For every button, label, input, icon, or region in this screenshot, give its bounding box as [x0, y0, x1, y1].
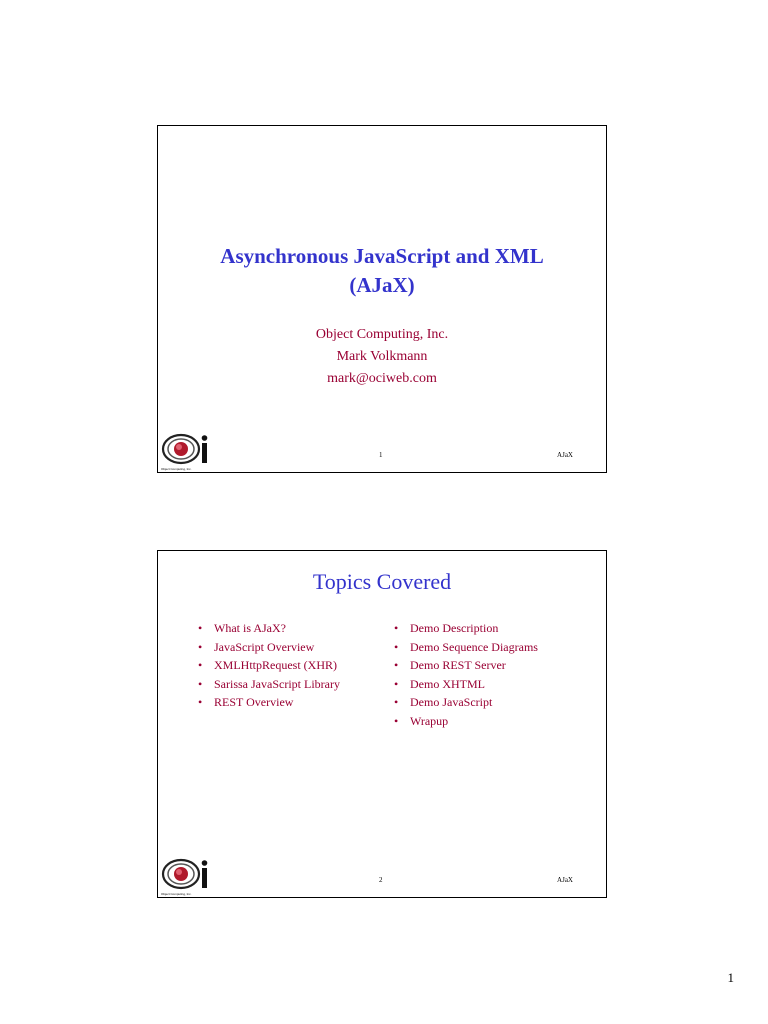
list-item: • Sarissa JavaScript Library	[196, 675, 340, 694]
topics-right-list	[392, 619, 538, 731]
list-item: • XMLHttpRequest (XHR)	[196, 656, 340, 675]
list-item: • Demo REST Server	[392, 656, 538, 675]
slide-1-subtitle	[158, 324, 606, 390]
slide-1-title-line-1: Asynchronous JavaScript and XML	[220, 244, 544, 268]
oci-logo-icon	[161, 433, 213, 469]
slide-1	[157, 125, 607, 473]
bullet: •	[198, 658, 203, 673]
company-name: Object Computing, Inc.	[315, 327, 449, 342]
author-email: mark@ociweb.com	[327, 371, 437, 386]
list-item: • Demo XHTML	[392, 675, 538, 694]
bullet: •	[394, 676, 399, 691]
list-item: • Demo JavaScript	[392, 693, 538, 712]
bullet: •	[394, 621, 399, 635]
page-number: 1	[727, 970, 734, 985]
bullet: •	[394, 695, 399, 710]
bullet: •	[198, 676, 203, 691]
list-item: • JavaScript Overview	[196, 638, 340, 657]
author-name: Mark Volkmann	[336, 349, 428, 364]
list-item: • Demo Description	[392, 619, 538, 638]
bullet: •	[394, 713, 399, 728]
oci-logo-icon	[161, 858, 213, 894]
bullet: •	[198, 639, 203, 654]
topics-left-list	[196, 619, 340, 712]
logo-caption: Object Computing, Inc.	[161, 467, 192, 471]
list-item: • What is AJaX?	[196, 619, 340, 638]
slide-2	[157, 550, 607, 898]
bullet: •	[394, 639, 399, 654]
list-item: • Wrapup	[392, 712, 538, 731]
list-item: • Demo Sequence Diagrams	[392, 638, 538, 657]
logo-caption: Object Computing, Inc.	[161, 892, 192, 896]
bullet: •	[198, 621, 203, 635]
slide-footer: AJaX	[557, 876, 573, 884]
slide-number: 1	[379, 451, 383, 459]
bullet: •	[394, 658, 399, 673]
bullet: •	[198, 695, 203, 710]
slide-footer: AJaX	[557, 451, 573, 459]
slide-1-title-line-2: (AJaX)	[349, 273, 415, 297]
slide-2-title: Topics Covered	[312, 569, 452, 594]
slide-number: 2	[379, 876, 383, 884]
slide-1-title	[158, 242, 606, 300]
list-item: • REST Overview	[196, 693, 340, 712]
